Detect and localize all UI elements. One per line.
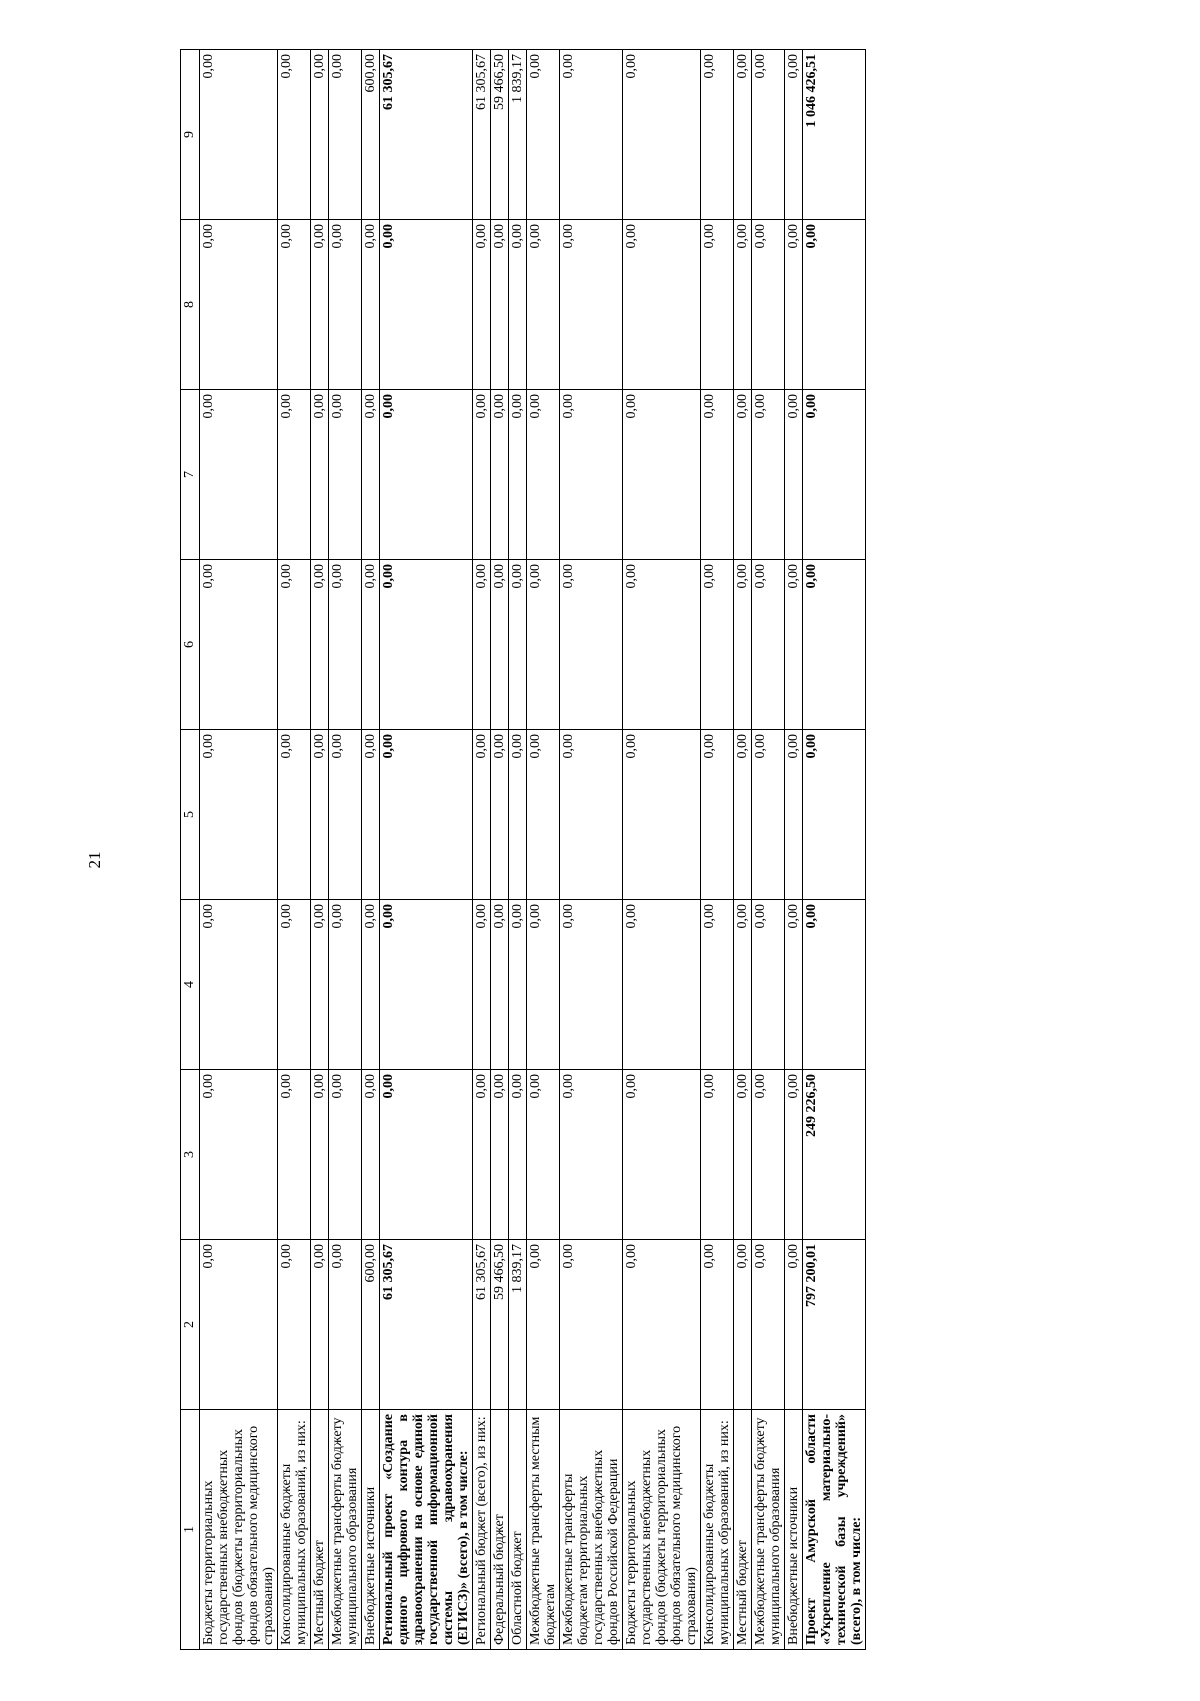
row-label: Межбюджетные трансферты бюджету муниципального образования	[752, 1410, 785, 1650]
amount-cell: 0,00	[278, 560, 311, 730]
rotated-table-container	[180, 50, 1108, 1650]
table-row	[623, 50, 701, 1650]
amount-cell: 0,00	[785, 560, 803, 730]
amount-cell: 0,00	[311, 390, 329, 560]
amount-cell: 0,00	[491, 220, 509, 390]
amount-cell: 0,00	[803, 390, 866, 560]
row-label: Федеральный бюджет	[491, 1410, 509, 1650]
table-row	[752, 50, 785, 1650]
page-number: 21	[85, 851, 104, 869]
amount-cell: 0,00	[362, 560, 380, 730]
amount-cell: 0,00	[734, 1240, 752, 1410]
amount-cell: 0,00	[311, 730, 329, 900]
amount-cell: 0,00	[527, 560, 560, 730]
amount-cell: 0,00	[509, 730, 527, 900]
amount-cell: 0,00	[200, 560, 278, 730]
amount-cell: 0,00	[311, 560, 329, 730]
amount-cell: 0,00	[509, 1070, 527, 1240]
amount-cell: 0,00	[491, 560, 509, 730]
amount-cell: 0,00	[200, 1240, 278, 1410]
amount-cell: 0,00	[734, 1070, 752, 1240]
amount-cell: 1 839,17	[509, 50, 527, 220]
amount-cell: 0,00	[329, 1240, 362, 1410]
amount-cell: 0,00	[752, 390, 785, 560]
table-row	[527, 50, 560, 1650]
amount-cell: 0,00	[701, 390, 734, 560]
amount-cell: 0,00	[560, 730, 623, 900]
amount-cell: 0,00	[491, 390, 509, 560]
row-label: Межбюджетные трансферты бюджетам территориальных государственных внебюджетных фондов Российской Федерации	[560, 1410, 623, 1650]
amount-cell: 0,00	[560, 1240, 623, 1410]
amount-cell: 0,00	[752, 50, 785, 220]
row-label: Внебюджетные источники	[785, 1410, 803, 1650]
amount-cell: 0,00	[278, 390, 311, 560]
amount-cell: 0,00	[527, 220, 560, 390]
row-label: Местный бюджет	[734, 1410, 752, 1650]
amount-cell: 0,00	[785, 730, 803, 900]
amount-cell: 797 200,01	[803, 1240, 866, 1410]
amount-cell: 0,00	[701, 900, 734, 1070]
amount-cell: 61 305,67	[473, 1240, 491, 1410]
amount-cell: 0,00	[380, 220, 473, 390]
amount-cell: 0,00	[200, 390, 278, 560]
amount-cell: 0,00	[362, 390, 380, 560]
column-number: 2	[181, 1240, 200, 1410]
amount-cell: 0,00	[752, 730, 785, 900]
amount-cell: 0,00	[734, 560, 752, 730]
amount-cell: 61 305,67	[380, 50, 473, 220]
amount-cell: 0,00	[311, 50, 329, 220]
amount-cell: 0,00	[380, 1070, 473, 1240]
amount-cell: 0,00	[785, 50, 803, 220]
column-number: 5	[181, 730, 200, 900]
table-row	[200, 50, 278, 1650]
amount-cell: 0,00	[623, 560, 701, 730]
amount-cell: 0,00	[329, 1070, 362, 1240]
amount-cell: 0,00	[803, 730, 866, 900]
amount-cell: 0,00	[752, 1240, 785, 1410]
amount-cell: 0,00	[527, 900, 560, 1070]
amount-cell: 0,00	[329, 390, 362, 560]
table-row	[785, 50, 803, 1650]
amount-cell: 0,00	[311, 1070, 329, 1240]
amount-cell: 0,00	[527, 730, 560, 900]
column-number: 7	[181, 390, 200, 560]
row-label: Бюджеты территориальных государственных внебюджетных фондов (бюджеты территориальных фондов обязательного медицинского страхования)	[200, 1410, 278, 1650]
amount-cell: 0,00	[734, 220, 752, 390]
row-label: Межбюджетные трансферты бюджету муниципального образования	[329, 1410, 362, 1650]
amount-cell: 0,00	[329, 220, 362, 390]
amount-cell: 0,00	[803, 220, 866, 390]
amount-cell: 0,00	[734, 390, 752, 560]
amount-cell: 0,00	[752, 560, 785, 730]
amount-cell: 0,00	[473, 390, 491, 560]
amount-cell: 0,00	[701, 1070, 734, 1240]
amount-cell: 0,00	[803, 900, 866, 1070]
table-row	[311, 50, 329, 1650]
row-label: Межбюджетные трансферты местным бюджетам	[527, 1410, 560, 1650]
amount-cell: 0,00	[278, 730, 311, 900]
amount-cell: 0,00	[701, 220, 734, 390]
amount-cell: 0,00	[560, 900, 623, 1070]
column-number-row	[181, 50, 200, 1650]
table-row	[380, 50, 473, 1650]
amount-cell: 0,00	[560, 50, 623, 220]
amount-cell: 0,00	[623, 900, 701, 1070]
amount-cell: 0,00	[362, 220, 380, 390]
amount-cell: 0,00	[734, 900, 752, 1070]
amount-cell: 0,00	[329, 50, 362, 220]
amount-cell: 249 226,50	[803, 1070, 866, 1240]
amount-cell: 0,00	[491, 1070, 509, 1240]
amount-cell: 0,00	[200, 1070, 278, 1240]
amount-cell: 0,00	[734, 730, 752, 900]
amount-cell: 0,00	[278, 1070, 311, 1240]
amount-cell: 0,00	[623, 50, 701, 220]
table-row	[734, 50, 752, 1650]
amount-cell: 0,00	[362, 730, 380, 900]
amount-cell: 0,00	[362, 1070, 380, 1240]
amount-cell: 0,00	[200, 730, 278, 900]
amount-cell: 0,00	[752, 1070, 785, 1240]
column-number: 1	[181, 1410, 200, 1650]
amount-cell: 0,00	[752, 900, 785, 1070]
amount-cell: 0,00	[527, 1070, 560, 1240]
row-label: Внебюджетные источники	[362, 1410, 380, 1650]
amount-cell: 0,00	[380, 900, 473, 1070]
amount-cell: 0,00	[278, 900, 311, 1070]
table-row	[362, 50, 380, 1650]
amount-cell: 0,00	[623, 1070, 701, 1240]
amount-cell: 0,00	[473, 560, 491, 730]
amount-cell: 0,00	[200, 220, 278, 390]
budget-table	[180, 49, 866, 1650]
amount-cell: 0,00	[527, 50, 560, 220]
amount-cell: 0,00	[491, 900, 509, 1070]
amount-cell: 59 466,50	[491, 1240, 509, 1410]
amount-cell: 0,00	[734, 50, 752, 220]
amount-cell: 0,00	[560, 560, 623, 730]
column-number: 9	[181, 50, 200, 220]
column-number: 8	[181, 220, 200, 390]
row-label: Региональный проект «Создание единого цифрового контура в здравоохранении на основе единой государственной информационной системы здравоохранения (ЕГИСЗ)» (всего), в том числе:	[380, 1410, 473, 1650]
amount-cell: 59 466,50	[491, 50, 509, 220]
amount-cell: 0,00	[560, 1070, 623, 1240]
amount-cell: 0,00	[473, 1070, 491, 1240]
table-row	[473, 50, 491, 1650]
amount-cell: 61 305,67	[380, 1240, 473, 1410]
amount-cell: 0,00	[380, 730, 473, 900]
amount-cell: 0,00	[701, 1240, 734, 1410]
amount-cell: 1 046 426,51	[803, 50, 866, 220]
amount-cell: 0,00	[509, 560, 527, 730]
column-number: 3	[181, 1070, 200, 1240]
amount-cell: 0,00	[329, 900, 362, 1070]
row-label: Бюджеты территориальных государственных внебюджетных фондов (бюджеты территориальных фондов обязательного медицинского страхования)	[623, 1410, 701, 1650]
amount-cell: 0,00	[623, 390, 701, 560]
amount-cell: 0,00	[752, 220, 785, 390]
table-row	[491, 50, 509, 1650]
amount-cell: 0,00	[380, 390, 473, 560]
amount-cell: 61 305,67	[473, 50, 491, 220]
amount-cell: 0,00	[278, 1240, 311, 1410]
row-label: Проект Амурской области «Укрепление материально-технической базы учреждений» (всего), в том числе:	[803, 1410, 866, 1650]
amount-cell: 0,00	[311, 220, 329, 390]
amount-cell: 0,00	[701, 560, 734, 730]
row-label: Местный бюджет	[311, 1410, 329, 1650]
amount-cell: 0,00	[473, 730, 491, 900]
column-number: 4	[181, 900, 200, 1070]
amount-cell: 0,00	[380, 560, 473, 730]
column-number: 6	[181, 560, 200, 730]
table-row	[803, 50, 866, 1650]
amount-cell: 0,00	[701, 50, 734, 220]
amount-cell: 600,00	[362, 1240, 380, 1410]
amount-cell: 1 839,17	[509, 1240, 527, 1410]
amount-cell: 0,00	[329, 730, 362, 900]
amount-cell: 0,00	[473, 220, 491, 390]
amount-cell: 600,00	[362, 50, 380, 220]
amount-cell: 0,00	[785, 390, 803, 560]
table-row	[509, 50, 527, 1650]
table-row	[329, 50, 362, 1650]
amount-cell: 0,00	[200, 900, 278, 1070]
amount-cell: 0,00	[803, 560, 866, 730]
amount-cell: 0,00	[311, 1240, 329, 1410]
row-label: Консолидированные бюджеты муниципальных образований, из них:	[701, 1410, 734, 1650]
row-label: Консолидированные бюджеты муниципальных образований, из них:	[278, 1410, 311, 1650]
row-label: Региональный бюджет (всего), из них:	[473, 1410, 491, 1650]
amount-cell: 0,00	[200, 50, 278, 220]
amount-cell: 0,00	[785, 1070, 803, 1240]
amount-cell: 0,00	[329, 560, 362, 730]
amount-cell: 0,00	[509, 220, 527, 390]
amount-cell: 0,00	[701, 730, 734, 900]
amount-cell: 0,00	[527, 1240, 560, 1410]
amount-cell: 0,00	[473, 900, 491, 1070]
amount-cell: 0,00	[362, 900, 380, 1070]
amount-cell: 0,00	[509, 390, 527, 560]
amount-cell: 0,00	[278, 50, 311, 220]
amount-cell: 0,00	[785, 220, 803, 390]
amount-cell: 0,00	[623, 220, 701, 390]
amount-cell: 0,00	[560, 220, 623, 390]
amount-cell: 0,00	[623, 1240, 701, 1410]
amount-cell: 0,00	[278, 220, 311, 390]
amount-cell: 0,00	[509, 900, 527, 1070]
amount-cell: 0,00	[785, 1240, 803, 1410]
table-row	[560, 50, 623, 1650]
table-row	[278, 50, 311, 1650]
amount-cell: 0,00	[491, 730, 509, 900]
row-label: Областной бюджет	[509, 1410, 527, 1650]
amount-cell: 0,00	[311, 900, 329, 1070]
table-row	[701, 50, 734, 1650]
amount-cell: 0,00	[527, 390, 560, 560]
amount-cell: 0,00	[560, 390, 623, 560]
amount-cell: 0,00	[623, 730, 701, 900]
amount-cell: 0,00	[785, 900, 803, 1070]
